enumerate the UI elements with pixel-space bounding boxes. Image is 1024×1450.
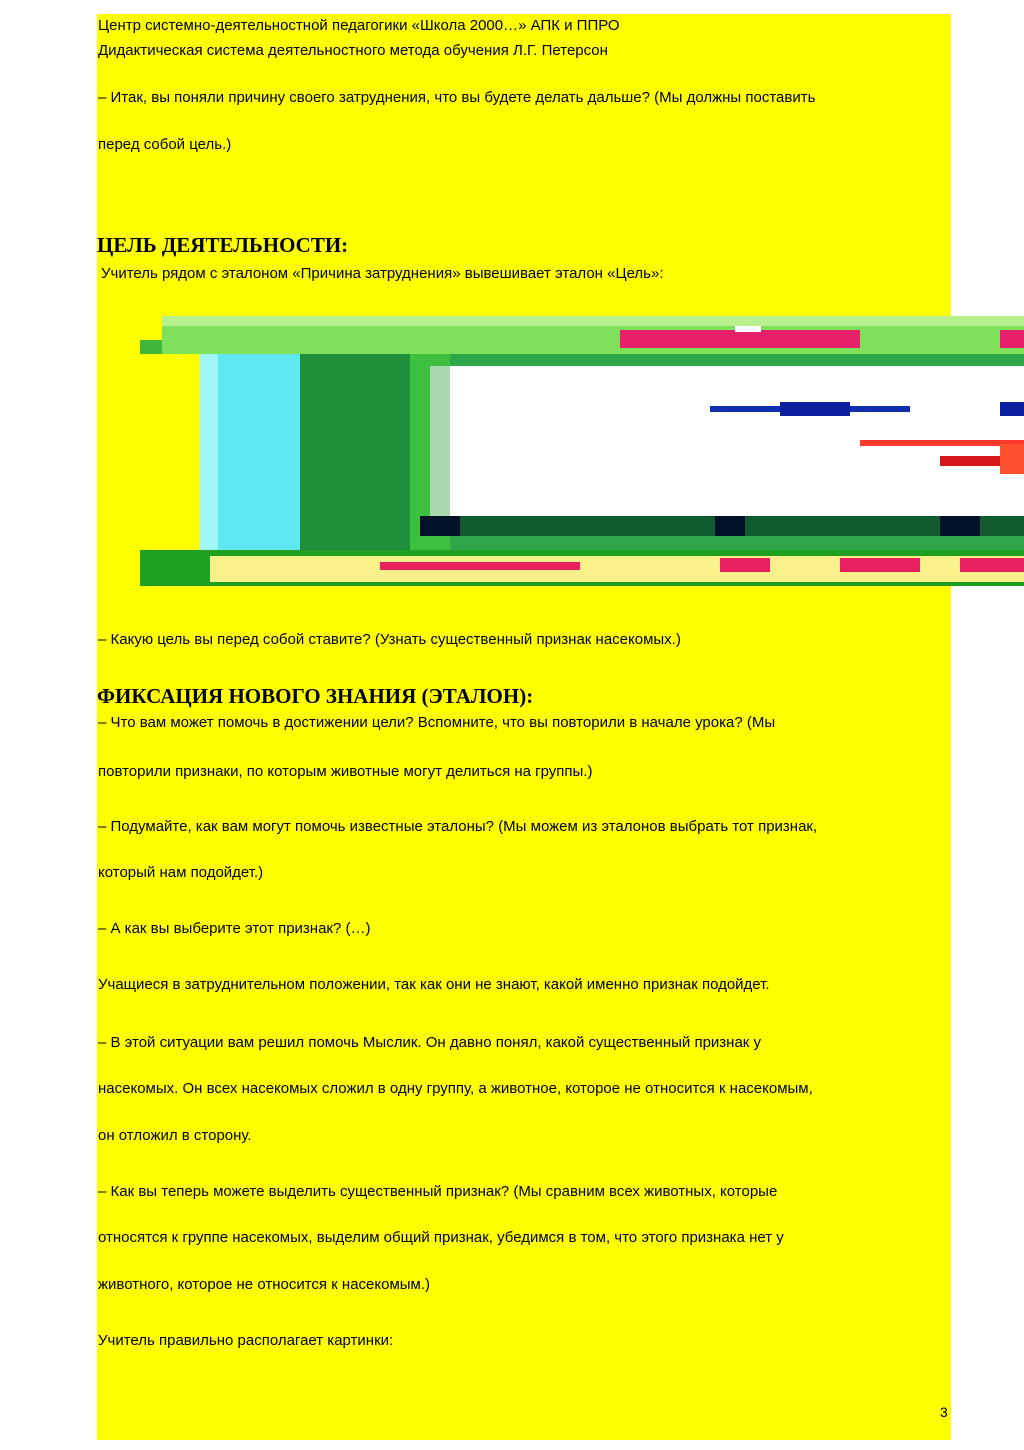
goal-heading: ЦЕЛЬ ДЕЯТЕЛЬНОСТИ: bbox=[97, 233, 349, 257]
header-line-1: Центр системно-деятельностной педагогики «Школа 2000…» АПК и ППРО bbox=[98, 17, 620, 34]
fixation-line: он отложил в сторону. bbox=[98, 1127, 252, 1144]
fixation-line: животного, которое не относится к насекомым.) bbox=[98, 1276, 431, 1293]
fixation-line: – В этой ситуации вам решил помочь Мыслик. Он давно понял, какой существенный признак у bbox=[98, 1034, 762, 1051]
fixation-line: – Подумайте, как вам могут помочь известные эталоны? (Мы можем из эталонов выбрать тот признак, bbox=[98, 818, 818, 835]
intro-answer: перед собой цель.) bbox=[98, 136, 232, 153]
page-number: 3 bbox=[940, 1404, 948, 1420]
intro-question: – Итак, вы поняли причину своего затруднения, что вы будете делать дальше? (Мы должны поставить bbox=[98, 89, 816, 106]
fixation-line: – А как вы выберите этот признак? (…) bbox=[98, 920, 371, 937]
fixation-line: Учащиеся в затруднительном положении, так как они не знают, какой именно признак подойдет. bbox=[98, 976, 770, 993]
fixation-line: – Как вы теперь можете выделить существенный признак? (Мы сравним всех животных, которые bbox=[98, 1183, 778, 1200]
fixation-line: повторили признаки, по которым животные могут делиться на группы.) bbox=[98, 763, 593, 780]
teacher-note: Учитель рядом с эталоном «Причина затруднения» вывешивает эталон «Цель»: bbox=[101, 265, 664, 282]
goal-question: – Какую цель вы перед собой ставите? (Узнать существенный признак насекомых.) bbox=[98, 631, 681, 648]
goal-banner-image bbox=[140, 312, 1024, 592]
fixation-line: Учитель правильно располагает картинки: bbox=[98, 1332, 394, 1349]
fixation-line: который нам подойдет.) bbox=[98, 864, 264, 881]
fixation-line: насекомых. Он всех насекомых сложил в одну группу, а животное, которое не относится к насекомым, bbox=[98, 1080, 813, 1097]
fixation-line: – Что вам может помочь в достижении цели? Вспомните, что вы повторили в начале урока? (Мы bbox=[98, 714, 776, 731]
header-line-2: Дидактическая система деятельностного метода обучения Л.Г. Петерсон bbox=[98, 42, 608, 59]
fixation-heading: ФИКСАЦИЯ НОВОГО ЗНАНИЯ (ЭТАЛОН): bbox=[97, 684, 534, 708]
fixation-line: относятся к группе насекомых, выделим общий признак, убедимся в том, что этого признака нет у bbox=[98, 1229, 784, 1246]
